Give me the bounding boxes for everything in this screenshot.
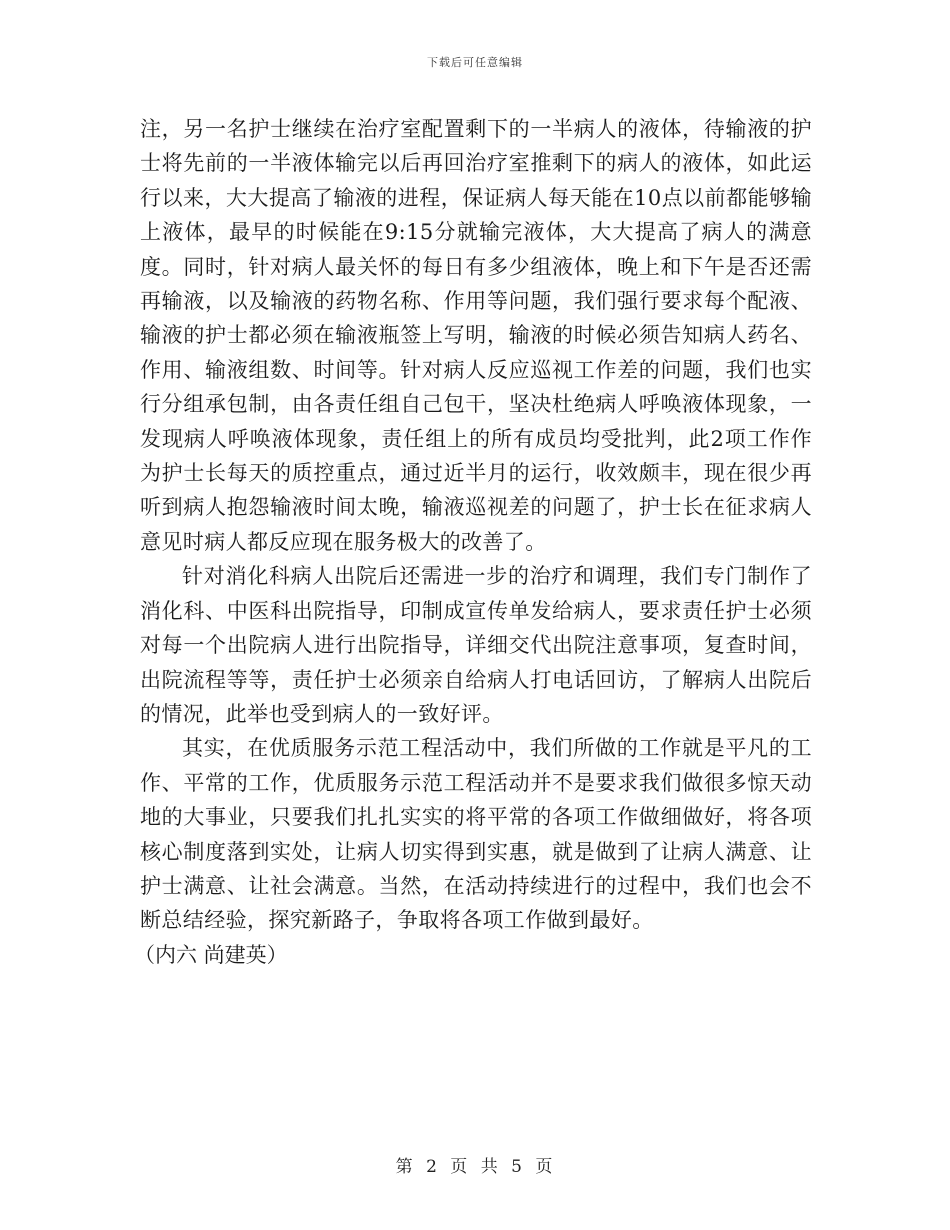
page-number: 第 2 页 共 5 页 xyxy=(395,1157,555,1177)
author-signature: （内六 尚建英） xyxy=(134,942,288,967)
paragraph-continuation: 注，另一名护士继续在治疗室配置剩下的一半病人的液体，待输液的护士将先前的一半液体输完以后再回治疗室推剩下的病人的液体，如此运行以来，大大提高了输液的进程，保证病人每天能在10点以前都能够输上液体，最早的时候能在9:15分就输完液体，大大提高了病人的满意度。同时，针对病人最关怀的每日有多少组液体，晚上和下午是否还需再输液，以及输液的药物名称、作用等问题，我们强行要求每个配液、输液的护士都必须在输液瓶签上写明，输液的时候必须告知病人药名、作用、输液组数、时间等。针对病人反应巡视工作差的问题，我们也实行分组承包制，由各责任组自己包干，坚决杜绝病人呼唤液体现象，一发现病人呼唤液体现象，责任组上的所有成员均受批判，此2项工作作为护士长每天的质控重点，通过近半月的运行，收效颇丰，现在很少再听到病人抱怨输液时间太晚，输液巡视差的问题了，护士长在征求病人意见时病人都反应现在服务极大的改善了。 xyxy=(140,117,812,554)
document-body xyxy=(134,112,812,972)
header-note: 下载后可任意编辑 xyxy=(427,56,523,69)
paragraph-discharge-guidance: 针对消化科病人出院后还需进一步的治疗和调理，我们专门制作了消化科、中医科出院指导，印制成宣传单发给病人，要求责任护士必须对每一个出院病人进行出院指导，详细交代出院注意事项，复查时间，出院流程等等，责任护士必须亲自给病人打电话回访，了解病人出院后的情况，此举也受到病人的一致好评。 xyxy=(140,564,812,726)
paragraph-conclusion: 其实，在优质服务示范工程活动中，我们所做的工作就是平凡的工作、平常的工作，优质服务示范工程活动并不是要求我们做很多惊天动地的大事业，只要我们扎扎实实的将平常的各项工作做细做好，将各项核心制度落到实处，让病人切实得到实惠，就是做到了让病人满意、让护士满意、让社会满意。当然，在活动持续进行的过程中，我们也会不断总结经验，探究新路子，争取将各项工作做到最好。 xyxy=(140,736,812,933)
